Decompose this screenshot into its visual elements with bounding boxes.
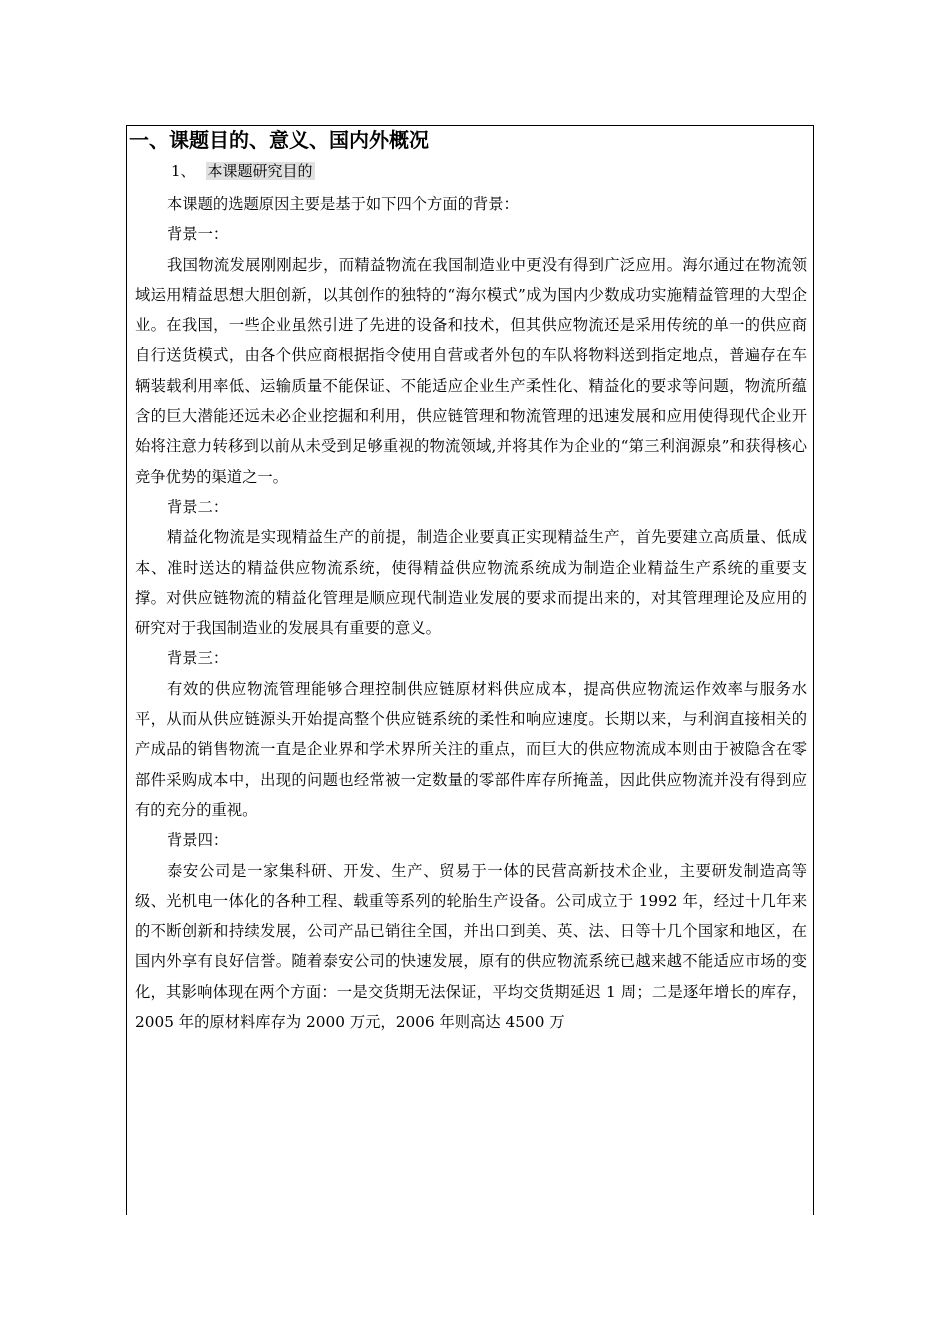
subsection-heading	[127, 162, 814, 180]
background-label-3: 背景三：	[167, 649, 229, 668]
background-paragraph-3: 有效的供应物流管理能够合理控制供应链原材料供应成本，提高供应物流运作效率与服务水平，从而从供应链源头开始提高整个供应链系统的柔性和响应速度。长期以来，与利润直接相关的产成品的销售物流一直是企业界和学术界所关注的重点，而巨大的供应物流成本则由于被隐含在零部件采购成本中，出现的问题也经常被一定数量的零部件库存所掩盖，因此供应物流并没有得到应有的充分的重视。	[135, 679, 807, 819]
subsection-title: 本课题研究目的	[207, 162, 313, 180]
intro-paragraph: 本课题的选题原因主要是基于如下四个方面的背景：	[167, 195, 519, 213]
document-content	[127, 126, 814, 1037]
background-label-1: 背景一：	[167, 225, 229, 244]
subsection-number: 1、	[171, 162, 196, 180]
background-paragraph-4: 泰安公司是一家集科研、开发、生产、贸易于一体的民营高新技术企业，主要研发制造高等级、光机电一体化的各种工程、载重等系列的轮胎生产设备。公司成立于 1992 年，经过十几年来的不断创新和持续发展，公司产品已销往全国，并出口到美、英、法、日等十几个国家和地区，在国内外享有良好信誉。随着泰安公司的快速发展，原有的供应物流系统已越来越不能适应市场的变化，其影响体现在两个方面：一是交货期无法保证，平均交货期延迟 1 周；二是逐年增长的库存，2005 年的原材料库存为 2000 万元，2006 年则高达 4500 万	[135, 861, 807, 1032]
document-frame	[126, 125, 814, 1215]
background-label-4: 背景四：	[167, 831, 229, 850]
background-label-2: 背景二：	[167, 497, 229, 516]
section-heading: 一、课题目的、意义、国内外概况	[129, 128, 429, 152]
background-paragraph-1: 我国物流发展刚刚起步，而精益物流在我国制造业中更没有得到广泛应用。海尔通过在物流领域运用精益思想大胆创新，以其创作的独特的“海尔模式”成为国内少数成功实施精益管理的大型企业。在我国，一些企业虽然引进了先进的设备和技术，但其供应物流还是采用传统的单一的供应商自行送货模式，由各个供应商根据指令使用自营或者外包的车队将物料送到指定地点，普遍存在车辆装载利用率低、运输质量不能保证、不能适应企业生产柔性化、精益化的要求等问题，物流所蕴含的巨大潜能还远未必企业挖掘和利用，供应链管理和物流管理的迅速发展和应用使得现代企业开始将注意力转移到以前从未受到足够重视的物流领域,并将其作为企业的“第三利润源泉”和获得核心竞争优势的渠道之一。	[135, 255, 807, 486]
background-paragraph-2: 精益化物流是实现精益生产的前提，制造企业要真正实现精益生产，首先要建立高质量、低成本、准时送达的精益供应物流系统，使得精益供应物流系统成为制造企业精益生产系统的重要支撑。对供应链物流的精益化管理是顺应现代制造业发展的要求而提出来的，对其管理理论及应用的研究对于我国制造业的发展具有重要的意义。	[135, 528, 807, 638]
